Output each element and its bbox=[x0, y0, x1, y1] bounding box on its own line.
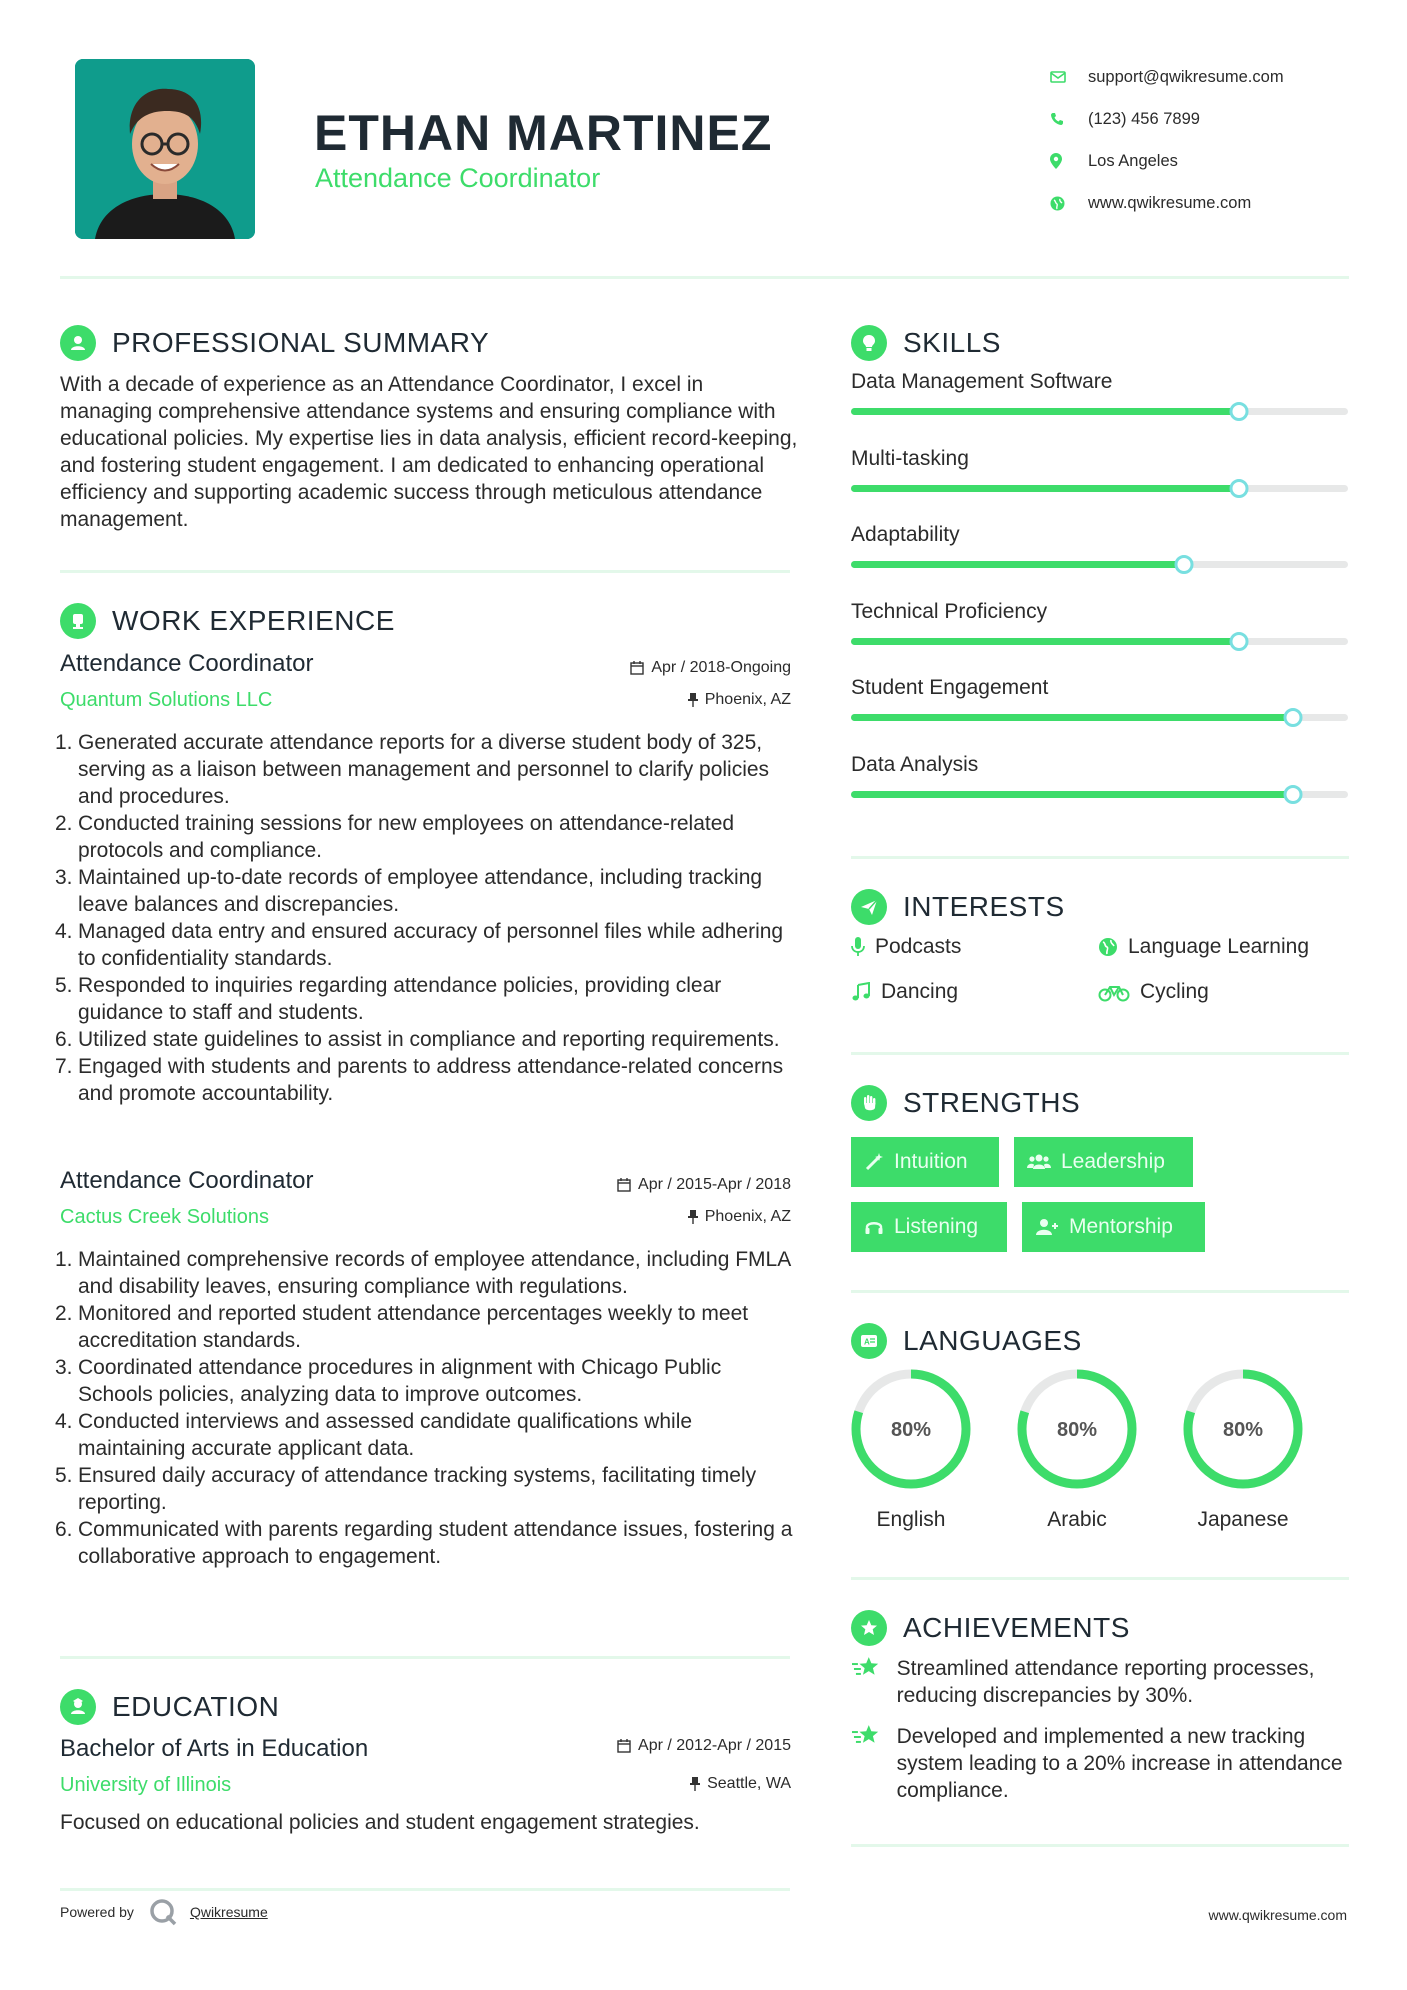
language-name: Arabic bbox=[1047, 1508, 1107, 1531]
education-location bbox=[500, 1775, 791, 1793]
skill-bar bbox=[851, 638, 1348, 645]
interest-label: Dancing bbox=[881, 980, 959, 1003]
education-school: University of Illinois bbox=[60, 1774, 232, 1796]
experience-divider bbox=[60, 1656, 790, 1659]
skill-name: Multi-tasking bbox=[851, 446, 969, 470]
pushpin-icon bbox=[688, 693, 698, 707]
envelope-icon bbox=[1050, 71, 1088, 83]
candidate-role: Attendance Coordinator bbox=[315, 163, 601, 193]
user-icon bbox=[60, 325, 96, 361]
interests-title: INTERESTS bbox=[903, 891, 1065, 922]
language-icon bbox=[851, 1323, 887, 1359]
skill-bar bbox=[851, 791, 1348, 798]
list-item: 6. Utilized state guidelines to assist in compliance and reporting requirements. bbox=[55, 1028, 780, 1051]
qwikresume-logo-icon bbox=[148, 1897, 178, 1927]
skill-bar-knob bbox=[1284, 785, 1303, 804]
list-item: 4. Managed data entry and ensured accuracy of personnel files while adhering to confidentiality standards. bbox=[55, 920, 784, 970]
languages-heading bbox=[851, 1323, 1082, 1359]
language-item bbox=[1181, 1367, 1305, 1532]
list-item: 5. Responded to inquiries regarding attendance policies, providing clear guidance to staff and students. bbox=[55, 974, 722, 1024]
language-ring bbox=[1015, 1367, 1139, 1491]
language-name: English bbox=[876, 1508, 946, 1531]
calendar-icon bbox=[617, 1739, 631, 1753]
skill-bar-fill bbox=[851, 561, 1184, 568]
interests-divider bbox=[851, 1052, 1349, 1055]
skill-bar-knob bbox=[1284, 708, 1303, 727]
education-location-text: Seattle, WA bbox=[707, 1775, 791, 1792]
strength-intuition: Intuition bbox=[851, 1137, 999, 1187]
job-2-responsibilities bbox=[55, 1246, 800, 1570]
strength-listening: Listening bbox=[851, 1202, 1007, 1252]
skills-heading bbox=[851, 325, 1001, 361]
briefcase-icon bbox=[60, 603, 96, 639]
contact-website[interactable] bbox=[1050, 182, 1370, 224]
interest-language-learning bbox=[1098, 935, 1309, 959]
job-2-title: Attendance Coordinator bbox=[60, 1167, 314, 1194]
list-item: 5. Ensured daily accuracy of attendance tracking systems, facilitating timely reporting. bbox=[55, 1464, 757, 1514]
user-plus-icon bbox=[1035, 1217, 1059, 1237]
contact-email[interactable] bbox=[1050, 56, 1370, 98]
skill-bar-fill bbox=[851, 714, 1293, 721]
language-ring bbox=[849, 1367, 973, 1491]
interest-label: Cycling bbox=[1140, 980, 1209, 1003]
skill-bar-fill bbox=[851, 485, 1239, 492]
summary-divider bbox=[60, 570, 790, 573]
achievements-divider bbox=[851, 1844, 1349, 1847]
skill-name: Technical Proficiency bbox=[851, 599, 1048, 623]
skill-item bbox=[851, 600, 1348, 645]
interest-podcasts bbox=[851, 935, 961, 959]
contact-email-text: support@qwikresume.com bbox=[1088, 67, 1284, 86]
skills-title: SKILLS bbox=[903, 327, 1001, 358]
language-item bbox=[849, 1367, 973, 1532]
skill-bar bbox=[851, 714, 1348, 721]
education-description: Focused on educational policies and student engagement strategies. bbox=[60, 1811, 700, 1834]
strength-mentorship: Mentorship bbox=[1022, 1202, 1205, 1252]
achievement-item bbox=[851, 1655, 1351, 1709]
list-item: 1. Generated accurate attendance reports for a diverse student body of 325, serving as a liaison between management and personnel to clarify policies and procedures. bbox=[55, 731, 770, 808]
header-divider bbox=[60, 276, 1349, 279]
list-item: 3. Maintained up-to-date records of employee attendance, including tracking leave balances and discrepancies. bbox=[55, 866, 763, 916]
star-badge-icon bbox=[851, 1610, 887, 1646]
skill-bar-knob bbox=[1229, 402, 1248, 421]
job-2-company: Cactus Creek Solutions bbox=[60, 1206, 269, 1228]
education-date-text: Apr / 2012-Apr / 2015 bbox=[638, 1737, 791, 1754]
footer-divider-left bbox=[60, 1888, 790, 1891]
education-degree: Bachelor of Arts in Education bbox=[60, 1735, 369, 1762]
strengths-title: STRENGTHS bbox=[903, 1087, 1081, 1118]
list-item: 4. Conducted interviews and assessed candidate qualifications while maintaining accurate applicant data. bbox=[55, 1410, 693, 1460]
summary-title: PROFESSIONAL SUMMARY bbox=[112, 327, 490, 358]
globe-icon bbox=[1050, 196, 1088, 211]
skill-item bbox=[851, 523, 1348, 568]
list-item: 7. Engaged with students and parents to address attendance-related concerns and promote accountability. bbox=[55, 1055, 784, 1105]
skill-bar bbox=[851, 561, 1348, 568]
job-2-location-text: Phoenix, AZ bbox=[704, 1208, 791, 1225]
candidate-name: ETHAN MARTINEZ bbox=[314, 105, 773, 161]
skill-bar-knob bbox=[1229, 479, 1248, 498]
contact-list bbox=[1050, 56, 1370, 224]
skill-bar-knob bbox=[1229, 632, 1248, 651]
map-pin-icon bbox=[1050, 153, 1088, 169]
experience-title: WORK EXPERIENCE bbox=[112, 605, 395, 636]
skill-item bbox=[851, 447, 1348, 492]
interest-label: Language Learning bbox=[1128, 935, 1310, 958]
microphone-icon bbox=[851, 937, 865, 957]
job-2-location bbox=[500, 1208, 791, 1226]
headphones-icon bbox=[864, 1217, 884, 1237]
job-1-date-text: Apr / 2018-Ongoing bbox=[651, 659, 791, 676]
summary-heading bbox=[60, 325, 489, 361]
footer-powered-by bbox=[60, 1897, 268, 1927]
skill-item bbox=[851, 370, 1348, 415]
interest-label: Podcasts bbox=[875, 935, 962, 958]
contact-phone-text: (123) 456 7899 bbox=[1088, 109, 1200, 128]
language-item bbox=[1015, 1367, 1139, 1532]
pushpin-icon bbox=[690, 1777, 700, 1791]
svg-text:A: A bbox=[864, 1337, 870, 1347]
profile-photo bbox=[75, 59, 255, 239]
strengths-divider bbox=[851, 1290, 1349, 1293]
language-percent: 80% bbox=[1222, 1419, 1264, 1441]
pushpin-icon bbox=[688, 1210, 698, 1224]
skill-name: Student Engagement bbox=[851, 676, 1049, 699]
contact-website-text: www.qwikresume.com bbox=[1088, 193, 1252, 212]
contact-phone[interactable] bbox=[1050, 98, 1370, 140]
list-item: 1. Maintained comprehensive records of employee attendance, including FMLA and disability leaves, ensuring compliance with regulations. bbox=[55, 1248, 791, 1298]
languages-divider bbox=[851, 1577, 1349, 1580]
job-1-responsibilities bbox=[55, 729, 800, 1107]
education-heading bbox=[60, 1689, 279, 1725]
job-1-date bbox=[500, 659, 791, 677]
education-title: EDUCATION bbox=[112, 1691, 280, 1722]
list-item: 3. Coordinated attendance procedures in alignment with Chicago Public Schools policies, analyzing data to improve outcomes. bbox=[55, 1356, 722, 1406]
star-icon bbox=[851, 1655, 883, 1681]
phone-icon bbox=[1050, 112, 1088, 126]
paper-plane-icon bbox=[851, 889, 887, 925]
skill-item bbox=[851, 753, 1348, 798]
list-item: 2. Conducted training sessions for new employees on attendance-related protocols and compliance. bbox=[55, 812, 735, 862]
achievement-text: Developed and implemented a new tracking system leading to a 20% increase in attendance compliance. bbox=[896, 1725, 1343, 1802]
interests-heading bbox=[851, 889, 1065, 925]
list-item: 6. Communicated with parents regarding student attendance issues, fostering a collaborative approach to engagement. bbox=[55, 1518, 793, 1568]
lightbulb-icon bbox=[851, 325, 887, 361]
powered-by-label: Powered by bbox=[60, 1904, 134, 1920]
music-icon bbox=[851, 982, 871, 1002]
skill-name: Data Analysis bbox=[851, 752, 979, 776]
language-ring bbox=[1181, 1367, 1305, 1491]
strength-leadership: Leadership bbox=[1014, 1137, 1193, 1187]
skill-bar bbox=[851, 485, 1348, 492]
skill-item bbox=[851, 676, 1348, 721]
skill-bar-fill bbox=[851, 791, 1293, 798]
contact-location-text: Los Angeles bbox=[1088, 151, 1178, 170]
experience-heading bbox=[60, 603, 395, 639]
education-date bbox=[500, 1737, 791, 1755]
job-1-title: Attendance Coordinator bbox=[60, 650, 314, 677]
interest-dancing bbox=[851, 980, 958, 1004]
job-2-date bbox=[500, 1176, 791, 1194]
list-item: 2. Monitored and reported student attendance percentages weekly to meet accreditation standards. bbox=[55, 1302, 749, 1352]
job-2-date-text: Apr / 2015-Apr / 2018 bbox=[638, 1176, 791, 1193]
job-1-location-text: Phoenix, AZ bbox=[704, 691, 791, 708]
star-icon bbox=[851, 1723, 883, 1749]
skill-bar bbox=[851, 408, 1348, 415]
summary-text: With a decade of experience as an Attendance Coordinator, I excel in managing comprehensive attendance systems and ensuring compliance with educational policies. My expertise lies in data analysis, efficient record-keeping, and fostering student engagement. I am dedicated to enhancing operational efficiency and supporting academic success through meticulous attendance management. bbox=[60, 373, 798, 531]
job-1-company: Quantum Solutions LLC bbox=[60, 689, 273, 711]
language-percent: 80% bbox=[890, 1419, 932, 1441]
job-1-location bbox=[500, 691, 791, 709]
skill-bar-fill bbox=[851, 638, 1239, 645]
skills-divider bbox=[851, 856, 1349, 859]
achievements-title: ACHIEVEMENTS bbox=[903, 1612, 1130, 1643]
magic-wand-icon bbox=[864, 1152, 884, 1172]
footer-website[interactable]: www.qwikresume.com bbox=[1208, 1907, 1347, 1923]
contact-location bbox=[1050, 140, 1370, 182]
graduation-icon bbox=[60, 1689, 96, 1725]
achievements-heading bbox=[851, 1610, 1130, 1646]
users-icon bbox=[1027, 1152, 1051, 1172]
hand-icon bbox=[851, 1085, 887, 1121]
language-name: Japanese bbox=[1197, 1508, 1289, 1531]
bicycle-icon bbox=[1098, 982, 1130, 1002]
skill-name: Data Management Software bbox=[851, 370, 1113, 393]
calendar-icon bbox=[617, 1178, 631, 1192]
strengths-heading bbox=[851, 1085, 1080, 1121]
skill-bar-knob bbox=[1174, 555, 1193, 574]
qwikresume-link[interactable]: Qwikresume bbox=[189, 1904, 268, 1920]
skill-bar-fill bbox=[851, 408, 1239, 415]
achievement-item bbox=[851, 1723, 1351, 1804]
language-percent: 80% bbox=[1056, 1419, 1098, 1441]
globe-icon bbox=[1098, 937, 1118, 957]
achievement-text: Streamlined attendance reporting processes, reducing discrepancies by 30%. bbox=[896, 1657, 1315, 1707]
skill-name: Adaptability bbox=[851, 523, 960, 546]
languages-title: LANGUAGES bbox=[903, 1325, 1082, 1356]
interest-cycling bbox=[1098, 980, 1209, 1004]
calendar-icon bbox=[630, 661, 644, 675]
